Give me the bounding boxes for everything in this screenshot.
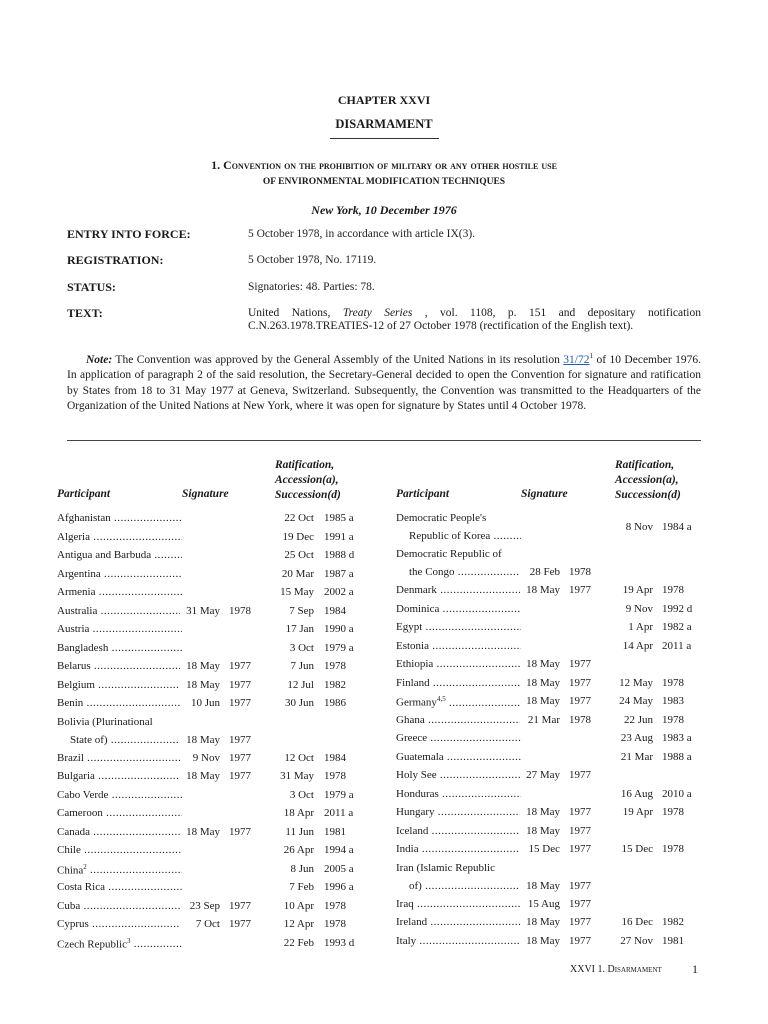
participant-name: Democratic Republic of (396, 548, 502, 560)
participant-name: Italy ..... (396, 935, 558, 947)
table-row (0, 916, 768, 934)
participant-name: Algeria ..... (57, 531, 182, 543)
signature-date: 18 May (520, 806, 560, 818)
right-signature-header: Signature (521, 488, 568, 500)
signature-date: 18 May (180, 734, 220, 746)
participant-name: Honduras ..... (396, 788, 521, 800)
page-number: 1 (692, 962, 698, 976)
table-row (0, 658, 768, 676)
ratification-date: 3 Oct (289, 788, 314, 801)
note-text-b: of 10 December 1976. In application of paragraph 2 of the said resolution, the Secretary-General decided to open the Convention for signature and ratification by States from 18 to 31 May 1977 at Geneva, Switzerland. Subsequently, the Convention was transmitted to the Headquarters of the Organization of the United Nations at New York, where it was open for signature by States until 4 October 1978. (67, 353, 702, 413)
participant-name: Holy See ..... (396, 769, 558, 781)
participant-name: Hungary ..... (396, 806, 558, 818)
signature-year: 1977 (569, 824, 591, 837)
ratification-date: 16 Dec (621, 916, 653, 928)
ratification-year: 1984 (324, 751, 346, 764)
ratification-header-line3: Succession(d) (275, 489, 341, 501)
participant-name: Chile ..... (57, 844, 182, 856)
signature-date: 15 Dec (520, 843, 560, 855)
participant-name: Armenia ..... (57, 586, 182, 598)
participant-name: Ireland ..... (396, 916, 558, 928)
ratification-year: 1994 a (324, 844, 354, 856)
ratification-year: 2011 a (324, 807, 354, 819)
participant-name-cont: the Congo ..... (409, 566, 558, 578)
participant-name: Cuba ..... (57, 900, 218, 912)
ratification-year: 1978 (324, 660, 346, 672)
ratification-year: 1990 a (324, 623, 354, 635)
signature-year: 1977 (569, 879, 591, 892)
ratification-year: 1984 a (662, 521, 692, 533)
table-row (0, 621, 768, 639)
entry-into-force-label: ENTRY INTO FORCE: (67, 227, 191, 241)
ratification-date: 15 May (280, 586, 314, 598)
ratification-year: 1982 (662, 916, 684, 928)
ratification-year: 1978 (324, 918, 346, 930)
table-row (0, 806, 768, 824)
ratification-year: 1985 a (324, 512, 354, 524)
ratification-date: 12 May (619, 676, 653, 689)
ratification-year: 1979 a (324, 641, 354, 654)
footer-label: XXVI 1. Disarmament (570, 964, 662, 975)
signature-date: 18 May (520, 658, 560, 670)
participant-name: Belgium ..... (57, 679, 218, 691)
title-divider (330, 138, 439, 139)
signature-date: 18 May (520, 935, 560, 947)
right-participant-header: Participant (396, 488, 450, 500)
table-row (0, 548, 768, 584)
table-row (0, 898, 768, 916)
participant-name: Germany$^{4,5}$ ..... (396, 695, 558, 709)
participant-name: Iraq ..... (396, 898, 558, 910)
ratification-date: 19 Dec (282, 530, 314, 543)
treaty-title-line1: 1. Convention on the prohibition of military or any other hostile use (211, 158, 557, 172)
ratification-date: 7 Jun (290, 660, 314, 672)
participant-name: Ghana ..... (396, 714, 558, 726)
table-row (0, 603, 768, 621)
ratification-date: 18 Apr (283, 807, 314, 819)
table-row (0, 584, 768, 602)
table-row (0, 862, 768, 898)
signature-year: 1977 (569, 676, 591, 689)
ratification-date: 1 Apr (628, 621, 653, 633)
signature-year: 1977 (569, 916, 591, 928)
ratification-date: 9 Nov (625, 602, 653, 615)
ratification-date: 25 Oct (284, 549, 314, 561)
table-row (0, 714, 768, 732)
ratification-year: 1986 (324, 697, 346, 709)
note-paragraph (67, 349, 701, 415)
participant-name: India ..... (396, 843, 558, 855)
ratification-year: 1979 a (324, 788, 354, 801)
signature-year: 1977 (229, 770, 251, 782)
participant-name: Finland ..... (396, 677, 558, 689)
text-label: TEXT: (67, 306, 103, 320)
signature-date: 21 Mar (520, 714, 560, 726)
participant-name: Czech Republic$^3$ ..... (57, 937, 182, 951)
participant-name: Antigua and Barbuda ..... (57, 549, 182, 561)
registration-label: REGISTRATION: (67, 253, 164, 267)
ratification-date: 27 Nov (620, 934, 653, 947)
signature-date: 18 May (180, 679, 220, 691)
ratification-date: 11 Jun (285, 825, 314, 838)
participant-name: Brazil ..... (57, 752, 218, 764)
ratification-year: 1978 (662, 584, 684, 596)
signature-date: 18 May (520, 677, 560, 689)
signature-date: 27 May (520, 769, 560, 781)
signature-year: 1977 (569, 584, 591, 596)
right-ratification-header (615, 458, 681, 503)
table-row (0, 843, 768, 861)
ratification-date: 12 Oct (284, 751, 314, 764)
ratification-year: 1988 a (662, 750, 692, 763)
signature-year: 1977 (569, 769, 591, 781)
note-text-a: The Convention was approved by the General Assembly of the United Nations in its resolution (112, 353, 564, 366)
signature-year: 1977 (569, 934, 591, 947)
ratification-year: 2002 a (324, 586, 354, 598)
ratification-year: 2005 a (324, 862, 354, 875)
ratification-year: 2011 a (662, 639, 692, 652)
participant-name: Costa Rica ..... (57, 881, 182, 893)
footnote-ref: 3 (126, 936, 131, 945)
signature-date: 18 May (520, 916, 560, 928)
participant-name: Belarus ..... (57, 660, 218, 672)
ratification-year: 1992 d (662, 602, 693, 615)
footnote-ref: 4,5 (436, 695, 446, 703)
ratification-date: 24 May (619, 695, 653, 707)
participant-name: Australia ..... (57, 605, 218, 617)
table-row (0, 825, 768, 843)
participant-name: Afghanistan ..... (57, 512, 182, 524)
signature-date: 9 Nov (180, 752, 220, 764)
signature-date: 15 Aug (520, 898, 560, 910)
participant-name: Benin ..... (57, 697, 218, 709)
table-row (0, 695, 768, 713)
signature-date: 10 Jun (180, 697, 220, 709)
ratification-year: 1978 (662, 843, 684, 855)
participant-name: Greece ..... (396, 732, 521, 744)
ratification-date: 30 Jun (284, 697, 314, 709)
participant-name-cont: Republic of Korea ..... (409, 530, 521, 542)
participant-name: Austria ..... (57, 623, 182, 635)
ratification-date: 8 Nov (625, 521, 653, 533)
ratification-year: 1978 (662, 713, 684, 726)
signature-date: 28 Feb (520, 566, 560, 578)
text-value (248, 307, 701, 333)
ratification-year: 1978 (324, 770, 346, 782)
signature-year: 1978 (569, 566, 591, 578)
table-row (0, 512, 768, 548)
table-divider (67, 440, 701, 441)
ratification-year: 1996 a (324, 881, 354, 893)
participant-name: China$^2$ ..... (57, 863, 182, 877)
participant-name: Cyprus ..... (57, 918, 218, 930)
participant-name: Estonia ..... (396, 640, 521, 652)
signature-date: 18 May (520, 584, 560, 596)
ratification-date: 14 Apr (622, 639, 653, 652)
signature-year: 1977 (569, 695, 591, 707)
signature-year: 1977 (229, 918, 251, 930)
signature-year: 1977 (229, 751, 251, 764)
ratification-year: 2010 a (662, 787, 692, 800)
participant-name: Bolivia (Plurinational (57, 715, 153, 728)
ratification-year: 1991 a (324, 530, 354, 543)
chapter-title: DISARMAMENT (335, 117, 433, 131)
page-footer (570, 962, 698, 976)
ratification-date: 23 Aug (620, 732, 653, 744)
participant-name: Denmark ..... (396, 584, 558, 596)
ratification-year: 1982 (324, 678, 346, 691)
signature-year: 1977 (229, 825, 251, 838)
resolution-link[interactable]: 31/72 (563, 353, 590, 366)
ratification-date: 15 Dec (621, 843, 653, 855)
signature-date: 31 May (180, 605, 220, 617)
signature-year: 1977 (569, 806, 591, 818)
ratification-date: 22 Jun (623, 713, 653, 726)
participant-name: Iceland ..... (396, 825, 558, 837)
ratification-date: 17 Jan (285, 623, 314, 635)
table-row (0, 788, 768, 806)
participant-name: Bangladesh ..... (57, 642, 182, 654)
treaty-title-line2: OF ENVIRONMENTAL MODIFICATION TECHNIQUES (262, 177, 506, 187)
ratification-year: 1981 (324, 825, 346, 838)
ratification-date: 12 Apr (283, 918, 314, 930)
table-row (0, 677, 768, 695)
chapter-number: CHAPTER XXVI (337, 93, 431, 107)
participant-name: Egypt ..... (396, 621, 521, 633)
status-value: Signatories: 48. Parties: 78. (248, 281, 375, 293)
text-value-b: , vol. 1108, p. 151 and depositary notification C.N.263.1978.TREATIES-12 of 27 October 1978 (rectification of the English text). (248, 307, 701, 332)
ratification-date: 16 Aug (620, 787, 653, 800)
signature-date: 18 May (520, 825, 560, 837)
ratification-header-line1: Ratification, (615, 459, 675, 471)
signature-year: 1977 (569, 843, 591, 855)
footnote-ref: 2 (83, 862, 87, 871)
signature-year: 1977 (229, 899, 251, 912)
ratification-date: 19 Apr (622, 806, 653, 818)
signature-date: 18 May (520, 695, 560, 707)
participant-name: Cameroon ..... (57, 807, 182, 819)
signature-year: 1977 (229, 697, 251, 709)
left-participant-header: Participant (57, 488, 111, 500)
signature-year: 1978 (229, 604, 251, 617)
ratification-date: 8 Jun (290, 862, 314, 875)
signature-date: 18 May (180, 826, 220, 838)
signature-year: 1977 (569, 658, 591, 670)
participant-name: Cabo Verde ..... (57, 789, 182, 801)
table-row (0, 935, 768, 953)
signature-date: 18 May (180, 660, 220, 672)
ratification-year: 1982 a (662, 621, 692, 633)
ratification-year: 1978 (324, 899, 346, 912)
table-row (0, 640, 768, 658)
ratification-date: 22 Feb (283, 936, 314, 949)
ratification-date: 22 Oct (284, 512, 314, 524)
ratification-year: 1993 d (324, 936, 355, 949)
signature-date: 18 May (180, 770, 220, 782)
participant-name: Dominica ..... (396, 603, 521, 615)
registration-value: 5 October 1978, No. 17119. (248, 254, 377, 266)
signature-year: 1977 (229, 660, 251, 672)
ratification-date: 20 Mar (281, 567, 314, 580)
ratification-year: 1988 d (324, 549, 355, 561)
participant-name: Bulgaria ..... (57, 770, 218, 782)
signature-date: 7 Oct (180, 918, 220, 930)
signature-date: 23 Sep (180, 900, 220, 912)
text-value-a: United Nations, (248, 307, 343, 319)
ratification-date: 19 Apr (622, 584, 653, 596)
signature-year: 1977 (229, 733, 251, 746)
right-participant-table (0, 512, 768, 962)
table-row (0, 751, 768, 769)
left-signature-header: Signature (182, 488, 229, 500)
table-row (0, 769, 768, 787)
ratification-year: 1984 (324, 604, 346, 617)
signature-year: 1977 (229, 678, 251, 691)
ratification-date: 7 Sep (289, 604, 314, 617)
table-row (0, 732, 768, 750)
signature-date: 18 May (520, 880, 560, 892)
place-date: New York, 10 December 1976 (311, 203, 457, 217)
ratification-date: 31 May (280, 770, 314, 782)
ratification-year: 1987 a (324, 567, 354, 580)
ratification-year: 1981 (662, 934, 684, 947)
participant-name-cont: of) ..... (409, 880, 558, 892)
ratification-year: 1978 (662, 806, 684, 818)
participant-name: Argentina ..... (57, 568, 182, 580)
participant-name: Guatemala ..... (396, 751, 521, 763)
signature-year: 1978 (569, 713, 591, 726)
ratification-year: 1978 (662, 676, 684, 689)
participant-name: Iran (Islamic Republic (396, 861, 495, 874)
left-ratification-header (275, 458, 341, 503)
participant-name: Democratic People's (396, 512, 487, 524)
ratification-date: 3 Oct (289, 641, 314, 654)
ratification-date: 26 Apr (283, 844, 314, 856)
status-label: STATUS: (67, 280, 116, 294)
note-label: Note: (86, 353, 113, 366)
ratification-header-line2: Accession(a), (615, 474, 679, 486)
ratification-header-line2: Accession(a), (275, 474, 339, 486)
ratification-date: 21 Mar (620, 750, 653, 763)
ratification-date: 7 Feb (289, 881, 314, 893)
ratification-year: 1983 a (662, 732, 692, 744)
ratification-header-line1: Ratification, (275, 459, 335, 471)
ratification-header-line3: Succession(d) (615, 489, 681, 501)
participant-name: Canada ..... (57, 826, 218, 838)
ratification-date: 10 Apr (283, 899, 314, 912)
participant-name: Ethiopia ..... (396, 658, 558, 670)
note-footnote-ref: 1 (589, 352, 593, 360)
ratification-year: 1983 (662, 695, 684, 707)
signature-year: 1977 (569, 897, 591, 910)
ratification-date: 12 Jul (287, 678, 314, 691)
participant-name-cont: State of) ..... (70, 734, 218, 746)
entry-into-force-value: 5 October 1978, in accordance with article IX(3). (248, 228, 476, 240)
treaty-series: Treaty Series (342, 307, 413, 319)
